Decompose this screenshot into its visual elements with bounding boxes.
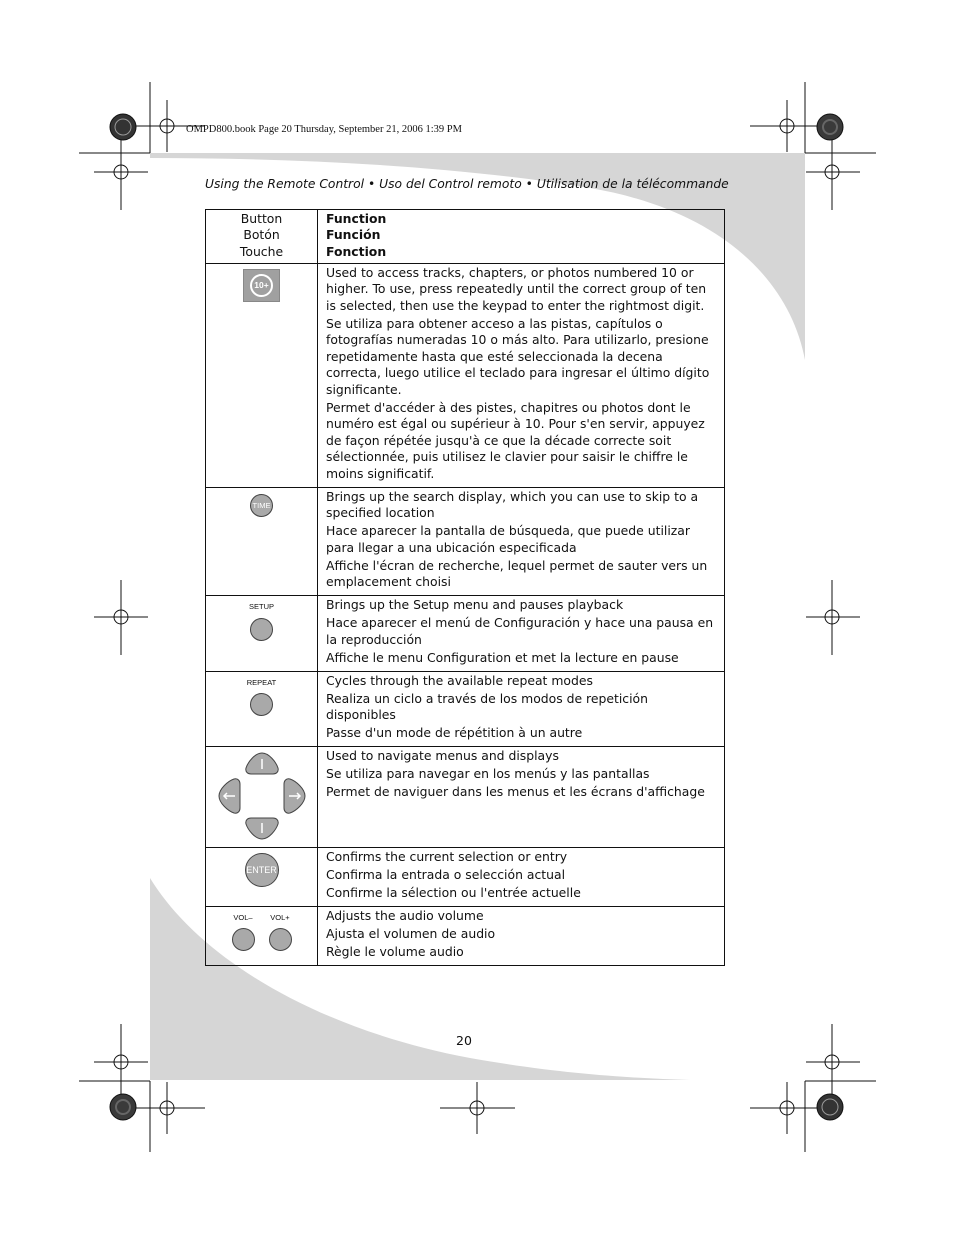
time-label: TIME <box>252 500 271 510</box>
function-en: Cycles through the available repeat modes <box>326 672 593 688</box>
header-button-en: Button <box>240 211 283 226</box>
target-br <box>750 1082 825 1134</box>
function-fr: Permet de naviguer dans les menus et les écrans d'affichage <box>326 784 705 800</box>
header-button-cell <box>206 210 318 264</box>
table-row <box>206 596 725 672</box>
setup-button-icon <box>250 618 273 641</box>
function-es: Hace aparecer la pantalla de búsqueda, que puede utilizar para llegar a una ubicación especificada <box>326 523 690 555</box>
vol-minus-group <box>232 910 255 952</box>
time-button-icon <box>250 494 273 517</box>
function-fr: Affiche le menu Configuration et met la lecture en pause <box>326 649 679 665</box>
vol-minus-button-icon <box>232 928 255 951</box>
table-row <box>206 906 725 965</box>
button-cell <box>206 747 318 848</box>
function-cell <box>318 906 725 965</box>
function-cell <box>318 487 725 596</box>
button-cell <box>206 671 318 747</box>
target-l3 <box>94 1024 148 1100</box>
function-cell <box>318 596 725 672</box>
button-cell <box>206 487 318 596</box>
repeat-button-icon <box>250 693 273 716</box>
table-header-row <box>206 210 725 264</box>
vol-plus-group <box>269 910 292 952</box>
function-en: Used to access tracks, chapters, or photos numbered 10 or higher. To use, press repeatedly until the correct group of ten is selected, then use the keypad to enter the rightmost digit. <box>326 264 707 313</box>
table-row <box>206 747 725 848</box>
function-es: Se utiliza para obtener acceso a las pistas, capítulos o fotografías numeradas 10 o más alto. Para utilizarlo, presione repetidamente hasta que esté seleccionada la decena correcta, luego utilice el teclado para ingresar el último dígito significante. <box>326 315 710 397</box>
button-cell <box>206 906 318 965</box>
repeat-label: REPEAT <box>246 677 277 687</box>
function-fr: Règle le volume audio <box>326 943 464 959</box>
target-bl <box>130 1082 205 1134</box>
enter-button-icon <box>245 853 279 887</box>
function-en: Confirms the current selection or entry <box>326 848 568 864</box>
target-l2 <box>94 580 148 655</box>
enter-label: ENTER <box>246 864 277 875</box>
header-function-fr: Fonction <box>326 243 387 259</box>
table-row <box>206 671 725 747</box>
table-row <box>206 847 725 906</box>
function-es: Realiza un ciclo a través de los modos de repetición disponibles <box>326 690 648 723</box>
ten-plus-label: 10+ <box>250 274 273 297</box>
function-es: Confirma la entrada o selección actual <box>326 866 566 882</box>
table-row <box>206 263 725 487</box>
function-en: Used to navigate menus and displays <box>326 748 559 764</box>
setup-label: SETUP <box>248 602 274 612</box>
function-fr: Confirme la sélection ou l'entrée actuelle <box>326 884 581 900</box>
function-en: Brings up the Setup menu and pauses playback <box>326 597 624 613</box>
target-bc <box>440 1082 515 1134</box>
target-r3 <box>806 1024 860 1100</box>
function-cell <box>318 847 725 906</box>
button-cell <box>206 263 318 487</box>
function-en: Adjusts the audio volume <box>326 907 484 923</box>
vol-plus-button-icon <box>269 928 292 951</box>
function-fr: Permet d'accéder à des pistes, chapitres ou photos dont le numéro est égal ou supérieur à 10. Pour s'en servir, appuyez de façon répétée jusqu'à ce que la décade correcte soit sélectionnée, puis utilisez le clavier pour saisir le chiffre le moins significatif. <box>326 399 705 481</box>
function-en: Brings up the search display, which you can use to skip to a specified location <box>326 488 699 521</box>
volume-buttons-icon <box>206 910 317 952</box>
button-cell <box>206 596 318 672</box>
remote-buttons-table <box>205 209 725 966</box>
header-function-cell <box>318 210 725 264</box>
function-fr: Affiche l'écran de recherche, lequel permet de sauter vers un emplacement choisi <box>326 557 708 590</box>
vol-minus-label: VOL– <box>233 912 253 922</box>
function-cell <box>318 747 725 848</box>
function-cell <box>318 671 725 747</box>
navigation-arrows-icon <box>217 750 307 842</box>
button-cell <box>206 847 318 906</box>
table-row <box>206 487 725 596</box>
target-l1 <box>94 134 148 210</box>
page-number: 20 <box>456 1033 472 1048</box>
header-function-es: Función <box>326 227 381 243</box>
ten-plus-button-icon <box>243 269 280 302</box>
function-es: Ajusta el volumen de audio <box>326 925 496 941</box>
target-tr <box>750 100 825 152</box>
header-function-en: Function <box>326 211 387 226</box>
function-es: Se utiliza para navegar en los menús y las pantallas <box>326 766 650 782</box>
header-button-es: Botón <box>243 227 280 243</box>
book-header: OMPD800.book Page 20 Thursday, September 21, 2006 1:39 PM <box>186 124 462 135</box>
target-r2 <box>806 580 860 655</box>
target-r1 <box>806 134 860 210</box>
function-es: Hace aparecer el menú de Configuración y hace una pausa en la reproducción <box>326 615 714 647</box>
vol-plus-label: VOL+ <box>270 912 290 922</box>
running-head: Using the Remote Control • Uso del Control remoto • Utilisation de la télécommande <box>205 177 729 191</box>
function-fr: Passe d'un mode de répétition à un autre <box>326 725 583 741</box>
header-button-fr: Touche <box>239 243 284 259</box>
function-cell <box>318 263 725 487</box>
